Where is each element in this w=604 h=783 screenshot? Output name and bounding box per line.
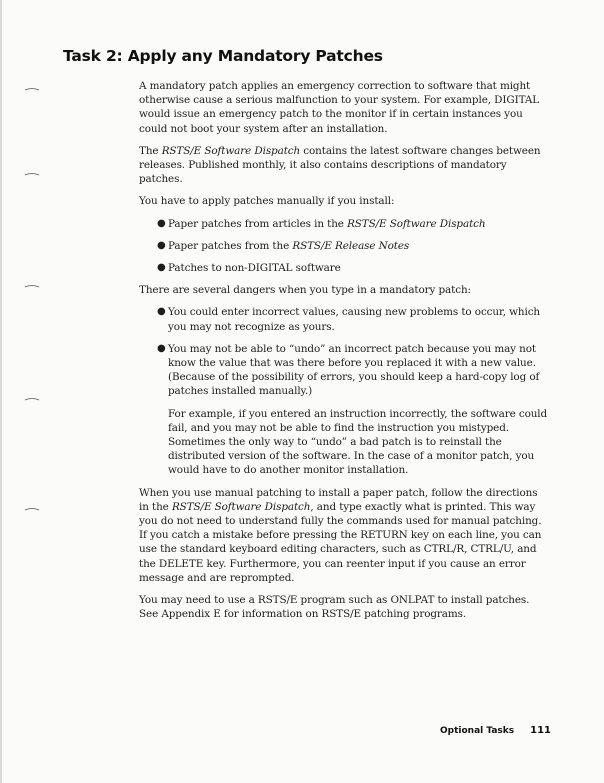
publication-title: RSTS/E Release Notes bbox=[292, 239, 410, 252]
paragraph-dangers: There are several dangers when you type in a mandatory patch: bbox=[139, 284, 471, 297]
publication-title: RSTS/E Software Dispatch bbox=[171, 500, 311, 513]
section-heading: Task 2: Apply any Mandatory Patches bbox=[63, 47, 383, 65]
paragraph-manual-patching: When you use manual patching to install a paper patch, follow the directions in the RSTS/E Software Dispatch, and type exactly what is printed. This way you do not need to understand fully the commands used for manual patching. If you catch a mistake before pressing the RETURN key on each line, you can use the standard keyboard editing characters, such as CTRL/R, CTRL/U, and the DELETE key. Furthermore, you can reenter input if you cause an error message and are reprompted. bbox=[139, 486, 542, 584]
paragraph-example: For example, if you entered an instruction incorrectly, the software could fail, and you may not be able to find the instruction you mistyped. Sometimes the only way to “undo” a bad patch is to reinstall the distributed version of the software. In the case of a monitor patch, you would have to do another monitor installation. bbox=[168, 407, 548, 477]
margin-tick-mark bbox=[24, 171, 40, 177]
list-item: ● You could enter incorrect values, causing new problems to occur, which you may not recognize as yours. bbox=[157, 306, 541, 333]
bullet-icon: ● bbox=[157, 262, 166, 274]
page-body bbox=[139, 79, 549, 630]
bullet-icon: ● bbox=[157, 306, 166, 318]
footer-section-title: Optional Tasks bbox=[440, 726, 515, 736]
margin-tick-mark bbox=[24, 283, 40, 289]
paragraph-manual-install: You have to apply patches manually if you install: bbox=[139, 195, 395, 208]
bullet-icon: ● bbox=[157, 342, 166, 354]
list-item: ● Paper patches from the RSTS/E Release Notes bbox=[157, 239, 410, 252]
margin-tick-mark bbox=[24, 86, 40, 92]
install-list bbox=[139, 217, 549, 276]
page-binding-edge bbox=[0, 0, 2, 783]
paragraph-onlpat: You may need to use a RSTS/E program such as ONLPAT to install patches. See Appendix E for information on RSTS/E patching programs. bbox=[139, 594, 530, 621]
publication-title: RSTS/E Software Dispatch bbox=[161, 144, 301, 157]
list-item: ● Patches to non-DIGITAL software bbox=[157, 262, 341, 275]
page-footer bbox=[440, 725, 551, 736]
bullet-icon: ● bbox=[157, 217, 166, 229]
paragraph-intro: A mandatory patch applies an emergency correction to software that might otherwise cause a serious malfunction to your system. For example, DIGITAL would issue an emergency patch to the monitor if in certain instances you could not boot your system after an installation. bbox=[139, 80, 540, 135]
page-number: 111 bbox=[530, 725, 551, 736]
bullet-icon: ● bbox=[157, 239, 166, 251]
list-item: ● Paper patches from articles in the RSTS/E Software Dispatch bbox=[157, 217, 486, 230]
publication-title: RSTS/E Software Dispatch bbox=[347, 217, 486, 230]
margin-tick-mark bbox=[24, 506, 40, 512]
margin-tick-mark bbox=[24, 396, 40, 402]
dangers-list bbox=[139, 305, 549, 398]
list-item: ● You may not be able to “undo” an incorrect patch because you may not know the value that was there before you replaced it with a new value. (Because of the possibility of errors, you should keep a hard-copy log of patches installed manually.) bbox=[157, 342, 540, 398]
paragraph-dispatch: The RSTS/E Software Dispatch contains the latest software changes between releases. Published monthly, it also contains descriptions of mandatory patches. bbox=[139, 144, 541, 186]
